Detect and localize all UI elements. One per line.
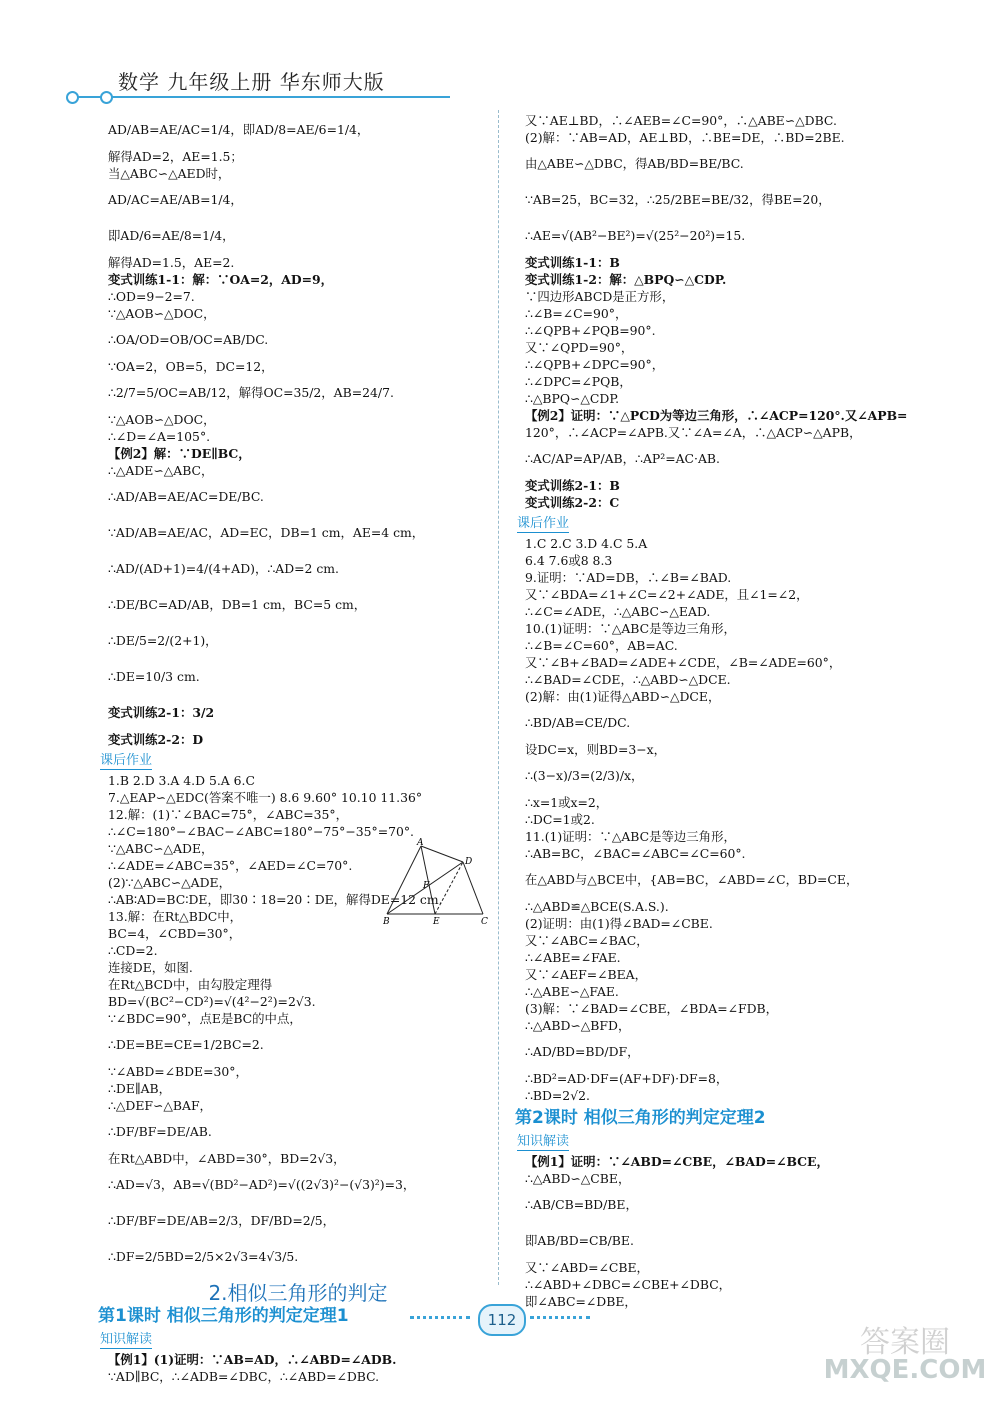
section-heading: 课后作业 <box>517 516 570 531</box>
answer-line: 变式训练2-1：3/2 <box>108 705 215 720</box>
answer-line: ∴△DEF∽△BAF， <box>108 1098 212 1113</box>
answer-line: ∴DF=2/5BD=2/5×2√3=4√3/5. <box>108 1249 299 1264</box>
answer-line: ∵△AOB∽△DOC， <box>108 412 216 427</box>
answer-line: 设DC=x，则BD=3−x， <box>525 742 667 757</box>
answer-line: 【例1】证明：∵∠ABD=∠CBE，∠BAD=∠BCE， <box>525 1154 829 1169</box>
lesson1-section: 知识解读 <box>100 1332 153 1347</box>
answer-line: ∴∠C=∠ADE，∴△ABC∽△EAD. <box>525 604 711 619</box>
left-answer-lines <box>100 112 488 1275</box>
answer-line: AD/AB=AE/AC=1/4，即AD/8=AE/6=1/4， <box>108 122 370 137</box>
answer-line: ∴AC/AP=AP/AB，∴AP²=AC·AB. <box>525 451 720 466</box>
answer-line: ∴△ABD≌△BCE(S.A.S.). <box>525 899 669 914</box>
answer-line: ∵AD∥BC，∴∠ADB=∠DBC，∴∠ABD=∠DBC. <box>108 1369 380 1384</box>
answer-line: 9.证明：∵AD=DB，∴∠B=∠BAD. <box>525 570 732 585</box>
answer-line: ∴△ABD∽△BFD， <box>525 1018 631 1033</box>
answer-line: ∴DF/BF=DE/AB=2/3，DF/BD=2/5， <box>108 1213 336 1228</box>
header-line <box>70 96 450 98</box>
answer-line: 又∵AE⊥BD，∴∠AEB=∠C=90°，∴△ABE∽△DBC. <box>525 113 837 128</box>
answer-line: 【例2】解：∵DE∥BC， <box>108 446 251 461</box>
figure-label-c: C <box>481 917 488 926</box>
answer-line: ∴OD=9−2=7. <box>108 289 195 304</box>
footer-dots-right <box>530 1316 590 1319</box>
answer-line: 即AB/BD=CB/BE. <box>525 1233 634 1248</box>
answer-line: 变式训练1-1：解：∵OA=2，AD=9， <box>108 272 334 287</box>
page-number: 112 <box>478 1304 526 1336</box>
answer-line: 1.C 2.C 3.D 4.C 5.A <box>525 536 648 551</box>
figure-label-d: D <box>465 857 473 867</box>
answer-line: 【例2】证明：∵△PCD为等边三角形，∴∠ACP=120°.又∠APB= <box>525 408 908 423</box>
answer-line: ∴∠D=∠A=105°. <box>108 429 211 444</box>
answer-line: 变式训练1-1：B <box>525 255 620 270</box>
answer-line: ∴2/7=5/OC=AB/12，解得OC=35/2，AB=24/7. <box>108 385 394 400</box>
geometry-figure <box>383 838 495 926</box>
section-heading: 课后作业 <box>100 753 153 768</box>
answer-line: ∴∠ABD+∠DBC=∠CBE+∠DBC， <box>525 1277 732 1292</box>
answer-line: ∴DC=1或2. <box>525 812 595 827</box>
answer-line: 变式训练2-2：D <box>108 732 204 747</box>
answer-line: 120°，∴∠ACP=∠APB.又∵∠A=∠A，∴△ACP∽△APB， <box>525 425 862 440</box>
figure-label-f: F <box>423 881 430 891</box>
answer-line: BD=√(BC²−CD²)=√(4²−2²)=2√3. <box>108 994 316 1009</box>
answer-line: ∴DE∥AB， <box>108 1081 172 1096</box>
answer-line: ∴∠ADE=∠ABC=35°，∠AED=∠C=70°. <box>108 858 353 873</box>
answer-line: ∴∠B=∠C=90°， <box>525 306 628 321</box>
answer-line: BC=4，∠CBD=30°， <box>108 926 242 941</box>
lesson2-title: 第2课时 相似三角形的判定定理2 <box>515 1108 766 1128</box>
answer-line: ∴CD=2. <box>108 943 158 958</box>
answer-line: 10.(1)证明：∵△ABC是等边三角形， <box>525 621 736 636</box>
answer-line: 在Rt△BCD中，由勾股定理得 <box>108 977 273 992</box>
answer-line: ∴BD²=AD·DF=(AF+DF)·DF=8， <box>525 1071 729 1086</box>
answer-line: 又∵∠B+∠BAD=∠ADE+∠CDE，∠B=∠ADE=60°， <box>525 655 842 670</box>
answer-line: 1.B 2.D 3.A 4.D 5.A 6.C <box>108 773 255 788</box>
answer-line: 由△ABE∽△DBC，得AB/BD=BE/BC. <box>525 156 744 171</box>
answer-line: (3)解：∵∠BAD=∠CBE，∠BDA=∠FDB， <box>525 1001 779 1016</box>
answer-line: 12.解：(1)∵∠BAC=75°，∠ABC=35°， <box>108 807 348 822</box>
answer-line: ∴AD=√3，AB=√(BD²−AD²)=√((2√3)²−(√3)²)=3， <box>108 1177 416 1192</box>
answer-line: ∴△ABE∽△FAE. <box>525 984 619 999</box>
figure-label-e: E <box>433 917 440 926</box>
lesson2-lines <box>525 1153 935 1310</box>
answer-line: ∵AD/AB=AE/AC，AD=EC，DB=1 cm，AE=4 cm， <box>108 525 425 540</box>
header-dot-right <box>100 91 113 104</box>
answer-line: (2)解：由(1)证得△ABD∽△DCE， <box>525 689 721 704</box>
answer-line: (2)∵△ABC∽△ADE， <box>108 875 231 890</box>
answer-line: ∴∠DPC=∠PQB， <box>525 374 632 389</box>
figure-label-a: A <box>417 838 424 848</box>
answer-line: 即∠ABC=∠DBE， <box>525 1294 637 1309</box>
answer-line: ∵四边形ABCD是正方形， <box>525 289 675 304</box>
answer-line: 又∵∠AEF=∠BEA， <box>525 967 648 982</box>
answer-line: 11.(1)证明：∵△ABC是等边三角形， <box>525 829 736 844</box>
section-heading-row <box>517 511 935 535</box>
answer-line: 解得AD=2，AE=1.5； <box>108 149 243 164</box>
answer-line: ∵AB=25，BC=32，∴25/2BE=BE/32，得BE=20， <box>525 192 831 207</box>
answer-line: ∵∠ABD=∠BDE=30°， <box>108 1064 248 1079</box>
answer-line: ∵OA=2，OB=5，DC=12， <box>108 359 274 374</box>
page-header <box>0 0 1000 110</box>
answer-line: ∵△AOB∽△DOC， <box>108 306 216 321</box>
answer-line: ∵∠BDC=90°，点E是BC的中点， <box>108 1011 302 1026</box>
answer-line: ∴∠QPB+∠DPC=90°， <box>525 357 665 372</box>
answer-line: ∴BD=2√2. <box>525 1088 590 1103</box>
answer-line: ∴∠C=180°−∠BAC−∠ABC=180°−75°−35°=70°. <box>108 824 414 839</box>
lesson1-title: 第1课时 相似三角形的判定定理1 <box>98 1306 349 1326</box>
lesson1-lines <box>108 1351 488 1385</box>
answer-line: ∴DE/BC=AD/AB，DB=1 cm，BC=5 cm， <box>108 597 367 612</box>
answer-line: ∴DF/BF=DE/AB. <box>108 1124 212 1139</box>
header-title: 数学 九年级上册 华东师大版 <box>118 70 385 94</box>
left-column <box>98 112 488 1385</box>
answer-line: ∴DE=10/3 cm. <box>108 669 200 684</box>
answer-line: ∴AB∶AD=BC∶DE，即30∶18=20∶DE，解得DE=12 cm. <box>108 892 443 907</box>
answer-line: 当△ABC∽△AED时， <box>108 166 231 181</box>
lesson2-section: 知识解读 <box>517 1134 570 1149</box>
answer-line: 7.△EAP∽△EDC(答案不唯一) 8.6 9.60° 10.10 11.36° <box>108 790 423 805</box>
answer-line: ∵△ABC∽△ADE， <box>108 841 214 856</box>
watermark-logo: 答案圈 <box>860 1325 950 1360</box>
answer-line: 即AD/6=AE/8=1/4， <box>108 228 235 243</box>
chapter-title: 2.相似三角形的判定 <box>208 1281 388 1305</box>
answer-line: 在△ABD与△BCE中，{AB=BC，∠ABD=∠C，BD=CE， <box>525 872 859 887</box>
answer-line: 6.4 7.6或8 8.3 <box>525 553 613 568</box>
answer-line: 变式训练1-2：解：△BPQ∽△CDP. <box>525 272 727 287</box>
answer-line: 13.解：在Rt△BDC中， <box>108 909 243 924</box>
answer-line: ∴∠B=∠C=60°，AB=AC. <box>525 638 678 653</box>
answer-line: ∴(3−x)/3=(2/3)/x， <box>525 768 644 783</box>
answer-line: 解得AD=1.5，AE=2. <box>108 255 235 270</box>
answer-line: ∴△ABD∽△CBE， <box>525 1171 631 1186</box>
answer-line: ∴∠QPB+∠PQB=90°. <box>525 323 656 338</box>
figure-label-b: B <box>383 917 390 926</box>
answer-line: 变式训练2-2：C <box>525 495 620 510</box>
answer-line: 【例1】(1)证明：∵AB=AD，∴∠ABD=∠ADB. <box>108 1352 397 1367</box>
answer-line: ∴AD/BD=BD/DF， <box>525 1044 640 1059</box>
answer-line: ∴BD/AB=CE/DC. <box>525 715 631 730</box>
answer-line: ∴DE/5=2/(2+1)， <box>108 633 218 648</box>
right-column <box>515 112 935 1310</box>
answer-line: 连接DE，如图. <box>108 960 193 975</box>
watermark <box>820 1315 990 1395</box>
column-divider <box>498 110 499 1285</box>
answer-line: ∴x=1或x=2， <box>525 795 609 810</box>
right-answer-lines <box>517 112 935 1104</box>
answer-line: ∴AB=BC，∠BAC=∠ABC=∠C=60°. <box>525 846 746 861</box>
answer-line: 变式训练2-1：B <box>525 478 620 493</box>
answer-line: ∴DE=BE=CE=1/2BC=2. <box>108 1037 264 1052</box>
answer-line: ∴AB/CB=BD/BE， <box>525 1197 638 1212</box>
answer-line: ∴∠BAD=∠CDE，∴△ABD∽△DCE. <box>525 672 731 687</box>
answer-line: 在Rt△ABD中，∠ABD=30°，BD=2√3， <box>108 1151 346 1166</box>
answer-line: 又∵∠BDA=∠1+∠C=∠2+∠ADE，且∠1=∠2， <box>525 587 809 602</box>
answer-line: ∴AD/(AD+1)=4/(4+AD)，∴AD=2 cm. <box>108 561 339 576</box>
answer-line: ∴△BPQ∽△CDP. <box>525 391 620 406</box>
footer-dots-left <box>410 1316 470 1319</box>
answer-line: ∴AD/AB=AE/AC=DE/BC. <box>108 489 264 504</box>
answer-line: (2)解：∵AB=AD，AE⊥BD，∴BE=DE，∴BD=2BE. <box>525 130 845 145</box>
answer-line: 又∵∠ABC=∠BAC， <box>525 933 649 948</box>
answer-line: (2)证明：由(1)得∠BAD=∠CBE. <box>525 916 713 931</box>
answer-line: 又∵∠QPD=90°， <box>525 340 634 355</box>
answer-line: 又∵∠ABD=∠CBE， <box>525 1260 649 1275</box>
header-dot-left <box>66 91 79 104</box>
answer-line: AD/AC=AE/AB=1/4， <box>108 192 243 207</box>
answer-line: ∴AE=√(AB²−BE²)=√(25²−20²)=15. <box>525 228 746 243</box>
watermark-text: MXQE.COM <box>823 1355 987 1385</box>
section-heading-row <box>100 748 488 772</box>
answer-line: ∴∠ABE=∠FAE. <box>525 950 621 965</box>
answer-line: ∴△ADE∽△ABC， <box>108 463 214 478</box>
answer-line: ∴OA/OD=OB/OC=AB/DC. <box>108 332 269 347</box>
